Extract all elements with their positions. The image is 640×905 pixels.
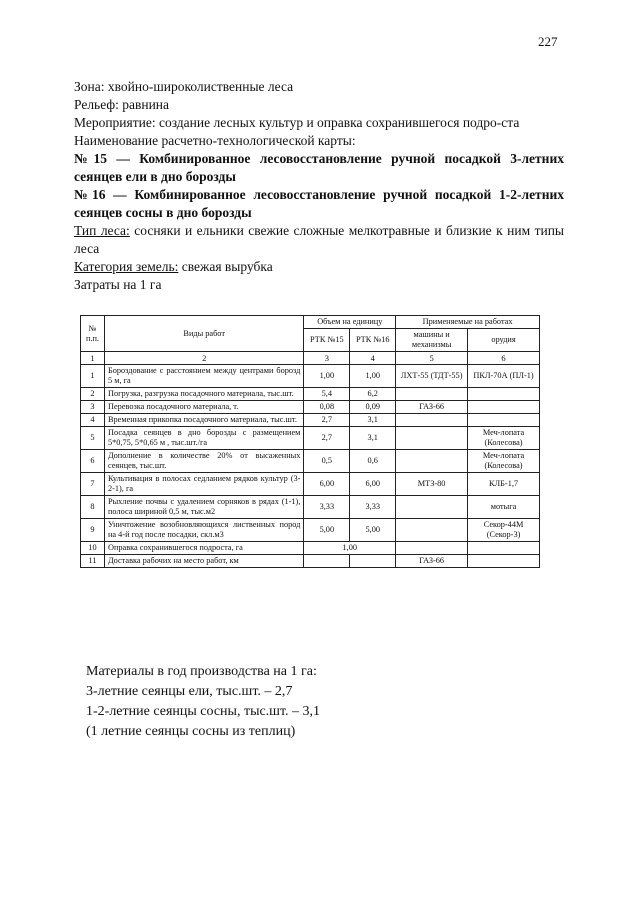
table-row <box>81 414 540 427</box>
row-work: Рыхление почвы с удалением сорняков в рядах (1-1), полоса шириной 0,5 м, тыс.м2 <box>104 496 303 519</box>
row-tool: Меч-лопата (Колесова) <box>468 427 540 450</box>
row-number: 7 <box>81 473 105 496</box>
table-row <box>81 473 540 496</box>
materials-line: 1-2-летние сеянцы сосны, тыс.шт. – 3,1 <box>86 704 321 719</box>
row-tool: Меч-лопата (Колесова) <box>468 450 540 473</box>
row-machine <box>396 427 468 450</box>
row-v16 <box>350 555 396 568</box>
row-number: 5 <box>81 427 105 450</box>
row-number: 3 <box>81 401 105 414</box>
materials-title: Материалы в год производства на 1 га: <box>86 664 317 679</box>
row-v16: 6,2 <box>350 388 396 401</box>
row-machine <box>396 388 468 401</box>
land-category-line <box>74 258 564 276</box>
zone-line: Зона: хвойно-широколиственные леса <box>74 79 294 94</box>
row-number: 2 <box>81 388 105 401</box>
header-applied: Применяемые на работах <box>396 316 540 329</box>
col-index: 6 <box>468 352 540 365</box>
row-tool <box>468 542 540 555</box>
header-rtk15: РТК №15 <box>304 329 350 352</box>
row-machine <box>396 519 468 542</box>
row-tool: Секор-44М (Секор-3) <box>468 519 540 542</box>
row-tool <box>468 401 540 414</box>
row-work: Бороздование с расстоянием между центрами борозд 5 м, га <box>104 365 303 388</box>
row-machine <box>396 414 468 427</box>
header-block <box>74 78 564 294</box>
row-tool: ПКЛ-70А (ПЛ-1) <box>468 365 540 388</box>
costs-line: Затраты на 1 га <box>74 277 162 292</box>
header-tools: орудия <box>468 329 540 352</box>
row-number: 4 <box>81 414 105 427</box>
forest-type-label: Тип леса: <box>74 223 130 238</box>
row-v16: 3,33 <box>350 496 396 519</box>
forest-type-value: сосняки и ельники свежие сложные мелкотравные и близкие к ним типы леса <box>74 223 564 256</box>
row-number: 8 <box>81 496 105 519</box>
row-tool <box>468 414 540 427</box>
row-v16: 3,1 <box>350 414 396 427</box>
row-work: Посадка сеянцев в дно борозды с размещением 5*0,75, 5*0,65 м , тыс.шт./га <box>104 427 303 450</box>
row-work: Культивация в полосах седланием рядков культур (3-2-1), га <box>104 473 303 496</box>
table-row <box>81 388 540 401</box>
table-row <box>81 427 540 450</box>
row-volume-merged: 1,00 <box>304 542 396 555</box>
row-work: Доставка рабочих на место работ, км <box>104 555 303 568</box>
table-row <box>81 555 540 568</box>
row-v16: 1,00 <box>350 365 396 388</box>
col-index: 3 <box>304 352 350 365</box>
works-table <box>80 315 540 568</box>
materials-block <box>86 662 320 742</box>
header-rtk16: РТК №16 <box>350 329 396 352</box>
table-row <box>81 450 540 473</box>
row-work: Дополнение в количестве 20% от высаженных сеянцев, тыс.шт. <box>104 450 303 473</box>
header-works: Виды работ <box>104 316 303 352</box>
col-index: 5 <box>396 352 468 365</box>
row-number: 6 <box>81 450 105 473</box>
col-index: 2 <box>104 352 303 365</box>
row-tool <box>468 555 540 568</box>
row-v15: 3,33 <box>304 496 350 519</box>
row-v15: 0,5 <box>304 450 350 473</box>
row-v15: 1,00 <box>304 365 350 388</box>
row-v15: 6,00 <box>304 473 350 496</box>
row-machine <box>396 542 468 555</box>
row-v15: 0,08 <box>304 401 350 414</box>
row-machine: ЛХТ-55 (ТДТ-55) <box>396 365 468 388</box>
row-number: 10 <box>81 542 105 555</box>
row-v16: 6,00 <box>350 473 396 496</box>
row-number: 9 <box>81 519 105 542</box>
row-work: Погрузка, разгрузка посадочного материала, тыс.шт. <box>104 388 303 401</box>
card-name-line: Наименование расчетно-технологической карты: <box>74 133 356 148</box>
row-tool: КЛБ-1,7 <box>468 473 540 496</box>
row-work: Уничтожение возобновляющихся лиственных пород на 4-й год после посадки, скл.м3 <box>104 519 303 542</box>
row-work: Оправка сохранившегося подроста, га <box>104 542 303 555</box>
header-volume: Объем на единицу <box>304 316 396 329</box>
card16-title: №16 — Комбинированное лесовосстановление ручной посадкой 1-2-летних сеянцев сосны в дно борозды <box>74 187 564 220</box>
row-v15: 5,00 <box>304 519 350 542</box>
table-row <box>81 542 540 555</box>
header-machines: машины и механизмы <box>396 329 468 352</box>
materials-line: 3-летние сеянцы ели, тыс.шт. – 2,7 <box>86 684 293 699</box>
materials-line: (1 летние сеянцы сосны из теплиц) <box>86 724 296 739</box>
row-v16: 3,1 <box>350 427 396 450</box>
row-machine <box>396 450 468 473</box>
row-tool <box>468 388 540 401</box>
land-category-label: Категория земель: <box>74 259 179 274</box>
row-v15: 5,4 <box>304 388 350 401</box>
row-v16: 0,6 <box>350 450 396 473</box>
row-machine: ГАЗ-66 <box>396 401 468 414</box>
row-work: Перевозка посадочного материала, т. <box>104 401 303 414</box>
relief-line: Рельеф: равнина <box>74 97 170 112</box>
row-work: Временная прикопка посадочного материала, тыс.шт. <box>104 414 303 427</box>
table-row <box>81 519 540 542</box>
measure-line: Мероприятие: создание лесных культур и оправка сохранившегося подро-ста <box>74 115 520 130</box>
forest-type-line <box>74 222 564 258</box>
header-num: № п.п. <box>81 316 105 352</box>
land-category-value: свежая вырубка <box>181 259 273 274</box>
row-v15: 2,7 <box>304 427 350 450</box>
col-index: 1 <box>81 352 105 365</box>
row-number: 1 <box>81 365 105 388</box>
row-v16: 5,00 <box>350 519 396 542</box>
row-machine: МТЗ-80 <box>396 473 468 496</box>
table-row <box>81 496 540 519</box>
col-index: 4 <box>350 352 396 365</box>
table-row <box>81 365 540 388</box>
row-machine <box>396 496 468 519</box>
row-v15 <box>304 555 350 568</box>
row-number: 11 <box>81 555 105 568</box>
row-machine: ГАЗ-66 <box>396 555 468 568</box>
card15-title: №15 — Комбинированное лесовосстановление ручной посадкой 3-летних сеянцев ели в дно борозды <box>74 151 564 184</box>
row-v15: 2,7 <box>304 414 350 427</box>
page-number: 227 <box>538 34 558 49</box>
row-v16: 0,09 <box>350 401 396 414</box>
row-tool: мотыга <box>468 496 540 519</box>
table-row <box>81 401 540 414</box>
